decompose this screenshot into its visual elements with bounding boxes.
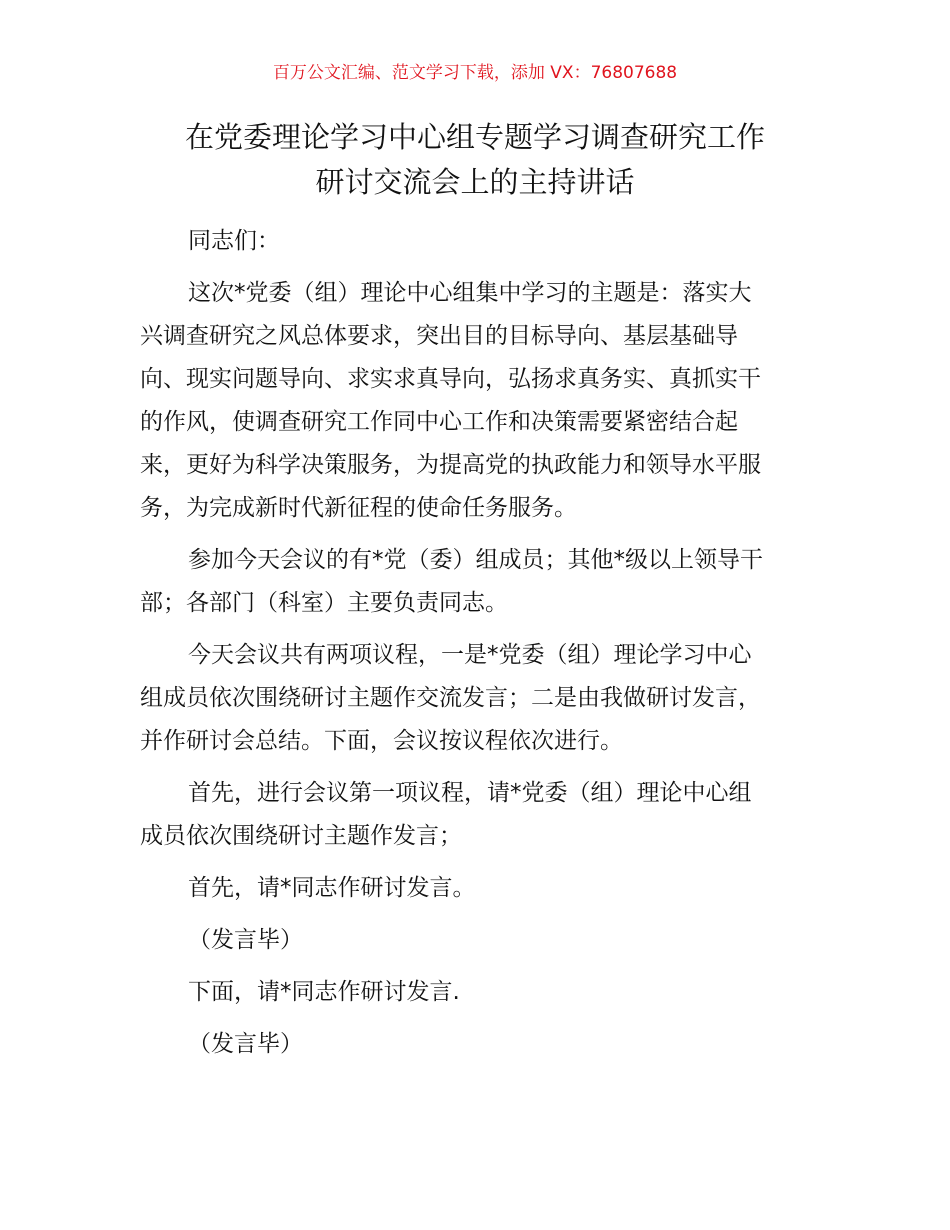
paragraph-line: 这次*党委（组）理论中心组集中学习的主题是：落实大 [188, 280, 752, 306]
paragraph-line: 今天会议共有两项议程，一是*党委（组）理论学习中心 [188, 642, 752, 668]
paragraph [140, 1023, 820, 1066]
document-body [140, 220, 820, 1075]
paragraph-line: 成员依次围绕研讨主题作发言； [140, 823, 462, 849]
paragraph-line: 的作风，使调查研究工作同中心工作和决策需要紧密结合起 [140, 409, 738, 435]
paragraph [140, 539, 820, 625]
paragraph [140, 272, 820, 530]
paragraph-line: 部；各部门（科室）主要负责同志。 [140, 590, 508, 616]
paragraph [140, 772, 820, 858]
paragraph-line: 首先，进行会议第一项议程，请*党委（组）理论中心组 [188, 780, 752, 806]
title-line: 在党委理论学习中心组专题学习调查研究工作 [184, 120, 765, 154]
paragraph-line: （发言毕） [188, 1031, 303, 1057]
paragraph [140, 919, 820, 962]
paragraph-line: 来，更好为科学决策服务，为提高党的执政能力和领导水平服 [140, 452, 761, 478]
paragraph [140, 220, 820, 263]
paragraph-line: 参加今天会议的有*党（委）组成员；其他*级以上领导干 [188, 547, 763, 573]
paragraph-line: 首先，请*同志作研讨发言。 [188, 875, 476, 901]
paragraph [140, 634, 820, 763]
paragraph-line: 下面，请*同志作研讨发言. [188, 979, 460, 1005]
paragraph-line: 兴调查研究之风总体要求，突出目的目标导向、基层基础导 [140, 323, 738, 349]
paragraph-line: 并作研讨会总结。下面，会议按议程依次进行。 [140, 728, 623, 754]
paragraph [140, 867, 820, 910]
watermark-header: 百万公文汇编、范文学习下载，添加 VX：76807688 [272, 63, 678, 83]
paragraph-line: 同志们： [188, 228, 280, 254]
paragraph-line: 务，为完成新时代新征程的使命任务服务。 [140, 495, 577, 521]
document-title [0, 115, 950, 205]
paragraph [140, 971, 820, 1014]
paragraph-line: 组成员依次围绕研讨主题作交流发言；二是由我做研讨发言， [140, 685, 761, 711]
paragraph-line: （发言毕） [188, 927, 303, 953]
paragraph-line: 向、现实问题导向、求实求真导向，弘扬求真务实、真抓实干 [140, 366, 761, 392]
title-line: 研讨交流会上的主持讲话 [315, 165, 635, 199]
